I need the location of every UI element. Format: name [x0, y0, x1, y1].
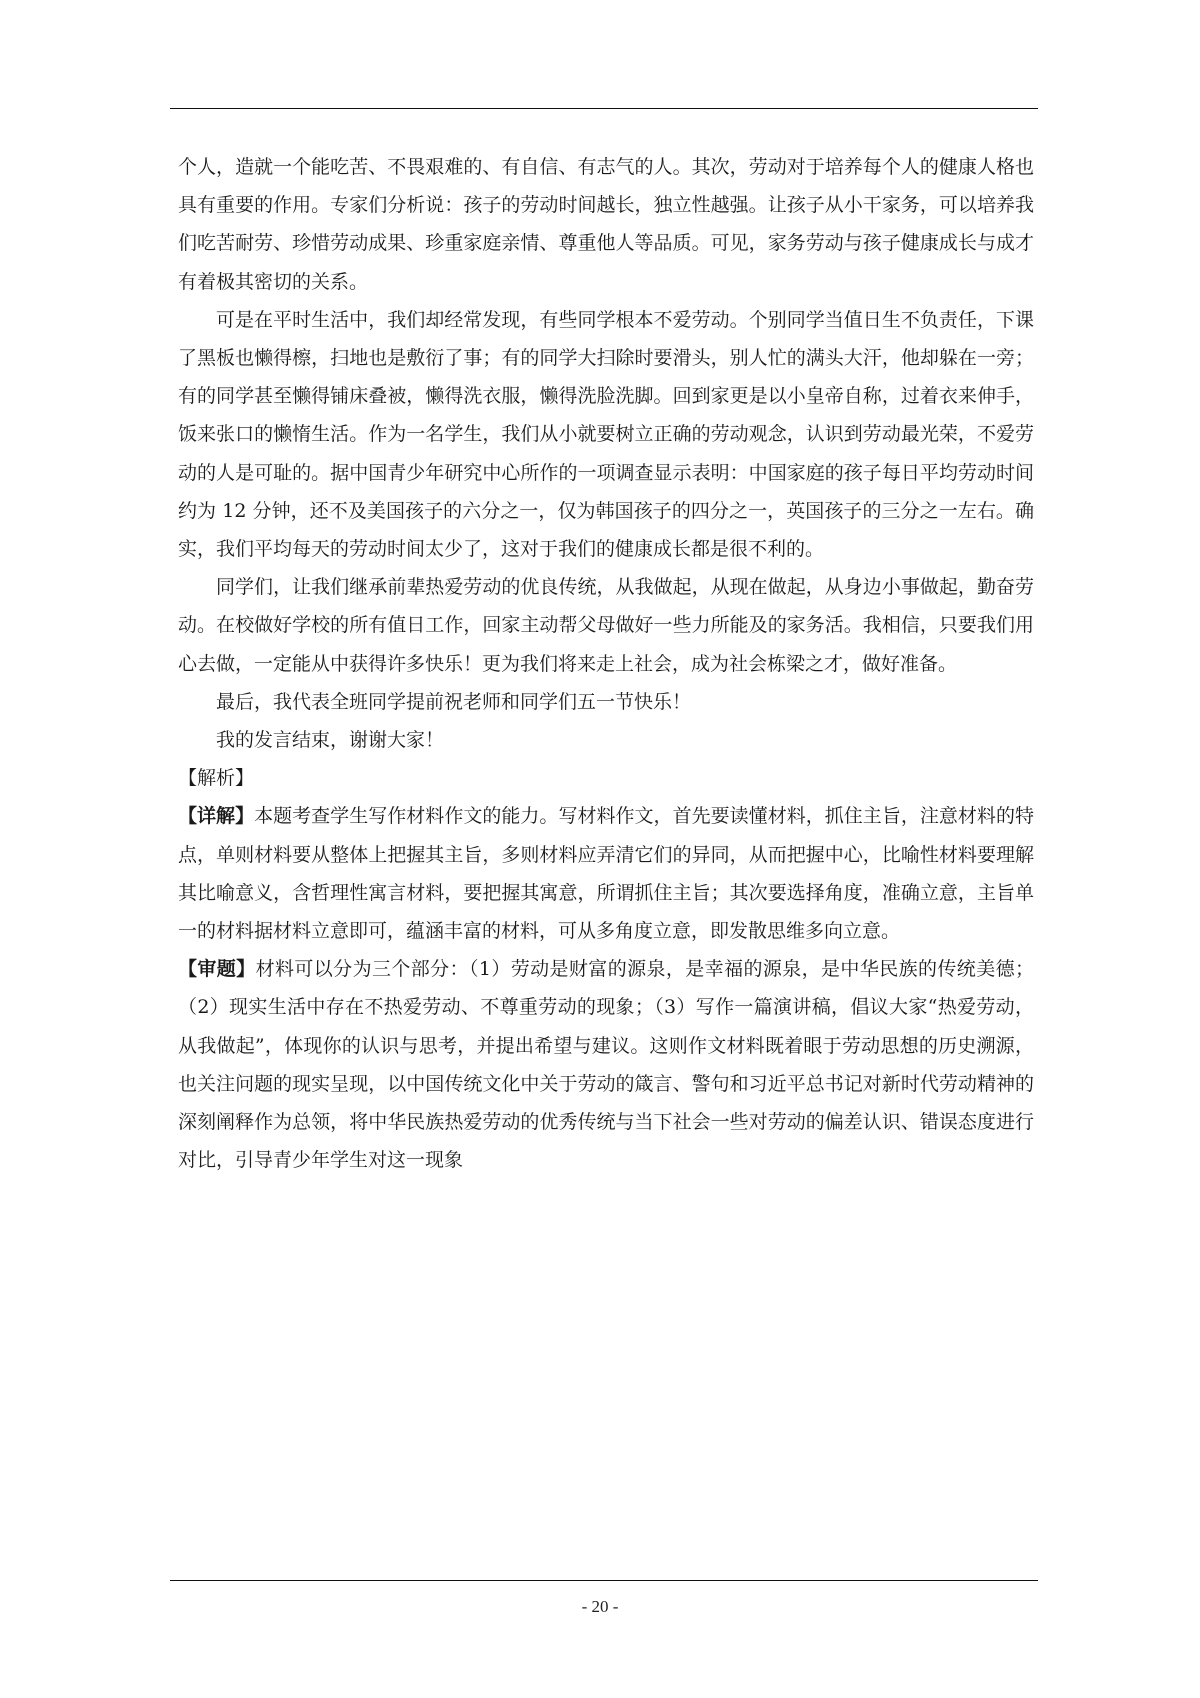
page-number: - 20 - — [581, 1597, 619, 1616]
review-text: 材料可以分为三个部分：（1）劳动是财富的源泉，是幸福的源泉，是中华民族的传统美德；（2）现实生活中存在不热爱劳动、不尊重劳动的现象；（3）写作一篇演讲稿，倡议大家“热爱劳动，从我做起”，体现你的认识与思考，并提出希望与建议。这则作文材料既着眼于劳动思想的历史溯源，也关注问题的现实呈现，以中国传统文化中关于劳动的箴言、警句和习近平总书记对新时代劳动精神的深刻阐释作为总领，将中华民族热爱劳动的优秀传统与当下社会一些对劳动的偏差认识、错误态度进行对比，引导青少年学生对这一现象 — [178, 958, 1034, 1172]
paragraph-1: 个人，造就一个能吃苦、不畏艰难的、有自信、有志气的人。其次，劳动对于培养每个人的健康人格也具有重要的作用。专家们分析说：孩子的劳动时间越长，独立性越强。让孩子从小干家务，可以培养我们吃苦耐劳、珍惜劳动成果、珍重家庭亲情、尊重他人等品质。可见，家务劳动与孩子健康成长与成才有着极其密切的关系。 — [178, 156, 1034, 293]
detail-text: 本题考查学生写作材料作文的能力。写材料作文，首先要读懂材料，抓住主旨，注意材料的特点，单则材料要从整体上把握其主旨，多则材料应弄清它们的异同，从而把握中心，比喻性材料要理解其比喻意义，含哲理性寓言材料，要把握其寓意，所谓抓住主旨；其次要选择角度，准确立意，主旨单一的材料据材料立意即可，蕴涵丰富的材料，可从多角度立意，即发散思维多向立意。 — [178, 805, 1034, 943]
paragraph-3: 同学们，让我们继承前辈热爱劳动的优良传统，从我做起，从现在做起，从身边小事做起，勤奋劳动。在校做好学校的所有值日工作，回家主动帮父母做好一些力所能及的家务活。我相信，只要我们用心去做，一定能从中获得许多快乐！更为我们将来走上社会，成为社会栋梁之才，做好准备。 — [178, 576, 1034, 675]
detail-paragraph — [178, 797, 1034, 950]
footer-rule — [170, 1580, 1038, 1581]
header-rule — [170, 108, 1038, 109]
paragraph-2: 可是在平时生活中，我们却经常发现，有些同学根本不爱劳动。个别同学当值日生不负责任，下课了黑板也懒得檫，扫地也是敷衍了事；有的同学大扫除时要滑头，别人忙的满头大汗，他却躲在一旁；有的同学甚至懒得铺床叠被，懒得洗衣服，懒得洗脸洗脚。回到家更是以小皇帝自称，过着衣来伸手，饭来张口的懒惰生活。作为一名学生，我们从小就要树立正确的劳动观念，认识到劳动最光荣，不爱劳动的人是可耻的。据中国青少年研究中心所作的一项调查显示表明：中国家庭的孩子每日平均劳动时间约为 12 分钟，还不及美国孩子的六分之一，仅为韩国孩子的四分之一，英国孩子的三分之一左右。确实，我们平均每天的劳动时间太少了，这对于我们的健康成长都是很不利的。 — [178, 308, 1034, 561]
paragraph-5: 我的发言结束，谢谢大家！ — [216, 729, 445, 752]
paragraph-4: 最后，我代表全班同学提前祝老师和同学们五一节快乐！ — [216, 690, 692, 713]
review-label: 【审题】 — [178, 958, 256, 981]
analysis-heading: 【解析】 — [178, 767, 255, 790]
review-paragraph — [178, 950, 1034, 1179]
document-body — [178, 148, 1034, 1179]
detail-label: 【详解】 — [178, 805, 255, 828]
